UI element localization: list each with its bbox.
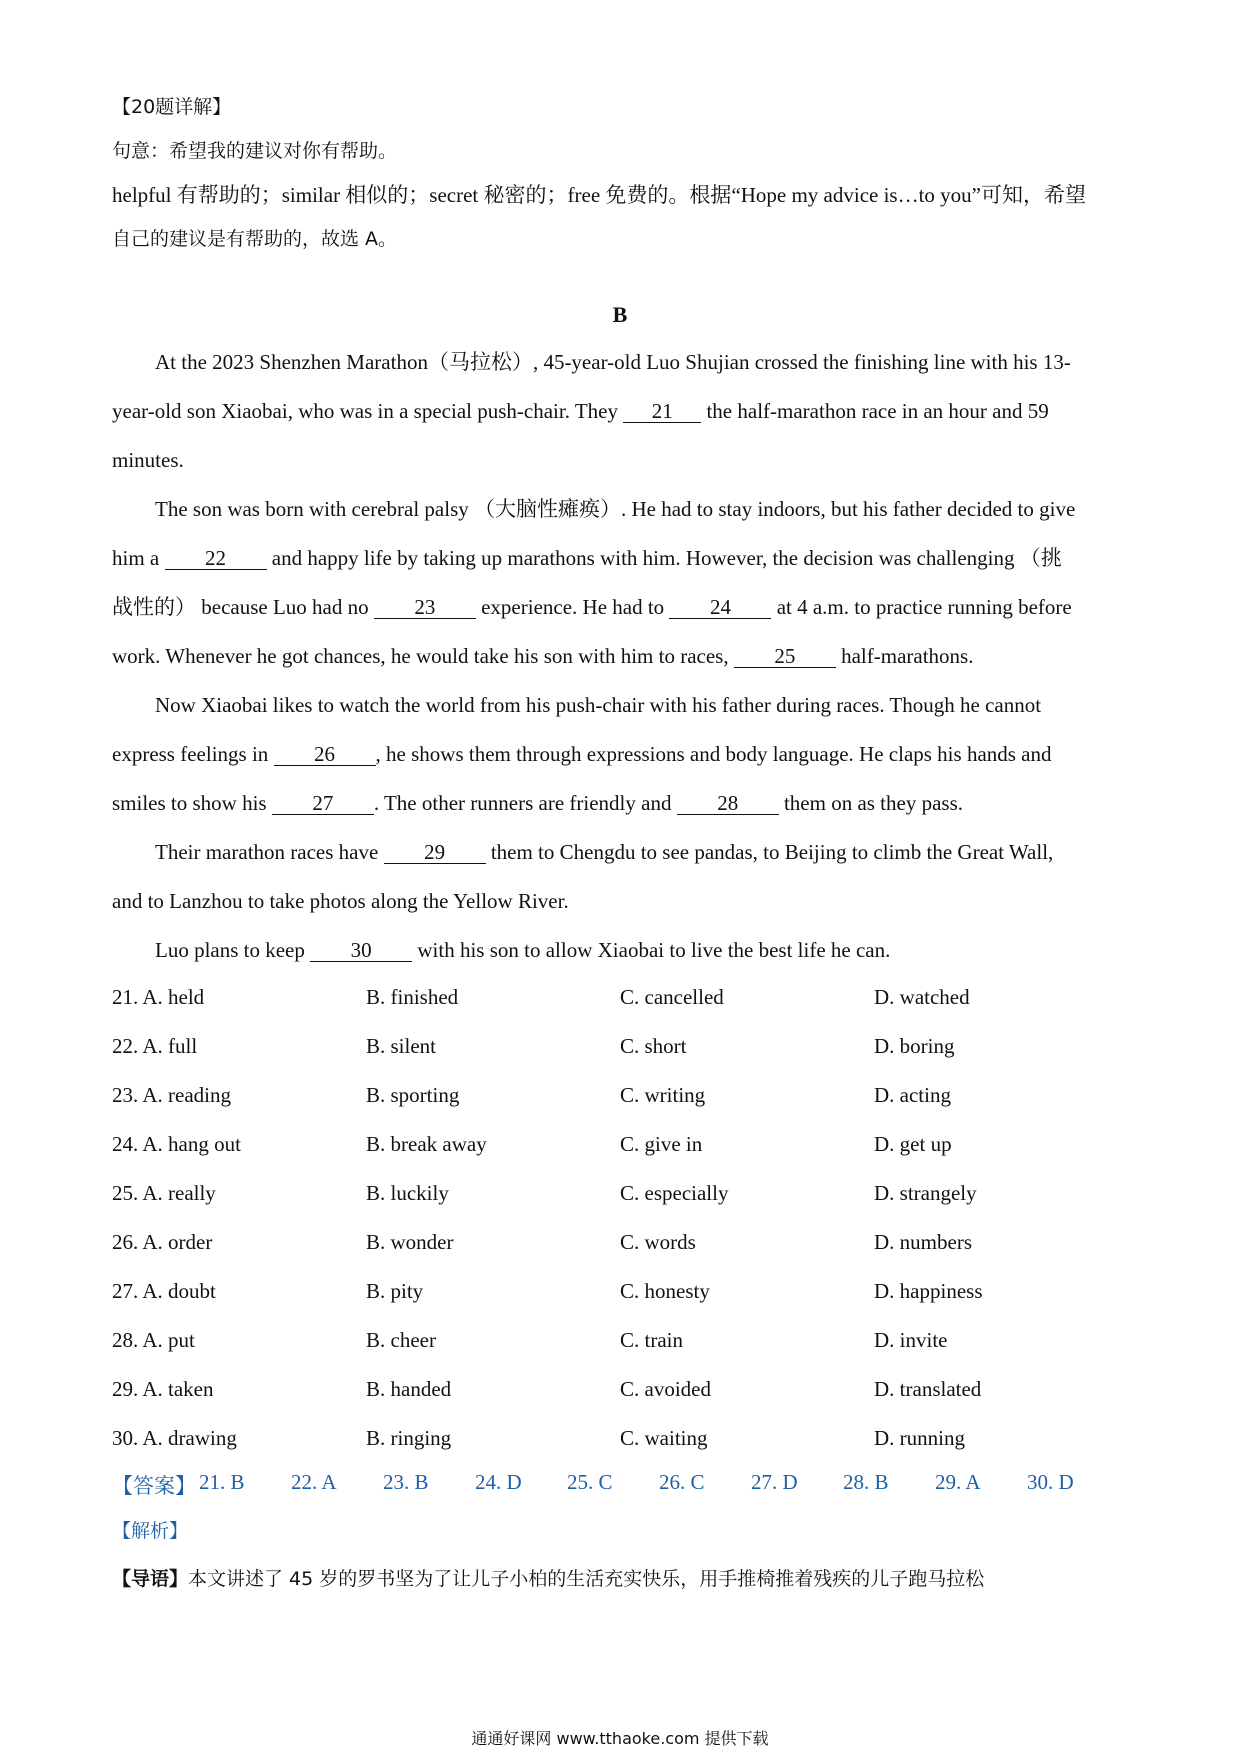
option-q21-a: 21. A. held	[112, 985, 205, 1009]
blank-28: 28	[677, 792, 779, 815]
passage-text: Their marathon races have	[155, 840, 379, 864]
blank-21: 21	[623, 400, 701, 423]
blank-30: 30	[310, 939, 412, 962]
option-q24-a: 24. A. hang out	[112, 1132, 241, 1156]
option-q29-d: D. translated	[874, 1377, 982, 1401]
answer-item: 24. D	[475, 1470, 522, 1494]
passage-text: year-old son Xiaobai, who was in a special push-chair. They	[112, 399, 618, 423]
option-q30-d: D. running	[874, 1426, 965, 1450]
option-q30-a: 30. A. drawing	[112, 1426, 237, 1450]
option-q22-a: 22. A. full	[112, 1034, 198, 1058]
passage-text: them on as they pass.	[783, 791, 964, 815]
option-q24-d: D. get up	[874, 1132, 952, 1156]
passage-text: express feelings in	[112, 742, 269, 766]
passage-text: half-marathons.	[841, 644, 974, 668]
option-q25-a: 25. A. really	[112, 1181, 216, 1205]
answer-item: 26. C	[659, 1470, 705, 1494]
option-q22-d: D. boring	[874, 1034, 955, 1058]
q20-meaning: 句意：希望我的建议对你有帮助。	[112, 140, 398, 162]
blank-25: 25	[734, 645, 836, 668]
passage-text: , he shows them through expressions and body language. He claps his hands and	[375, 742, 1052, 766]
passage-text: smiles to show his	[112, 791, 267, 815]
option-q23-b: B. sporting	[366, 1083, 460, 1107]
answer-item: 29. A	[935, 1470, 981, 1494]
option-q27-b: B. pity	[366, 1279, 424, 1303]
blank-27: 27	[272, 792, 374, 815]
option-q25-b: B. luckily	[366, 1181, 449, 1205]
answer-item: 25. C	[567, 1470, 613, 1494]
option-q26-a: 26. A. order	[112, 1230, 213, 1254]
passage-line: The son was born with cerebral palsy （大脑性瘫痪）. He had to stay indoors, but his father decided to give	[155, 497, 1076, 521]
passage-line	[112, 545, 1062, 571]
section-title: B	[612, 302, 628, 327]
answer-item: 22. A	[291, 1470, 337, 1494]
passage-text: Luo plans to keep	[155, 938, 305, 962]
option-q28-a: 28. A. put	[112, 1328, 195, 1352]
option-q28-d: D. invite	[874, 1328, 948, 1352]
answer-item: 27. D	[751, 1470, 798, 1494]
option-q29-b: B. handed	[366, 1377, 452, 1401]
passage-line	[112, 643, 973, 669]
blank-24: 24	[669, 596, 771, 619]
passage-line	[112, 741, 1052, 767]
q20-header: 【20题详解】	[112, 96, 232, 118]
passage-line: minutes.	[112, 448, 184, 472]
option-q22-c: C. short	[620, 1034, 687, 1058]
option-q22-b: B. silent	[366, 1034, 437, 1058]
blank-29: 29	[384, 841, 486, 864]
q20-explanation-line1: helpful 有帮助的；similar 相似的；secret 秘密的；free 免费的。根据“Hope my advice is…to you”可知，希望	[112, 183, 1086, 207]
q20-explanation-line2: 自己的建议是有帮助的，故选 A。	[112, 228, 398, 250]
option-q21-d: D. watched	[874, 985, 970, 1009]
guide-line	[112, 1566, 984, 1592]
passage-line	[112, 594, 1072, 620]
option-q24-b: B. break away	[366, 1132, 487, 1156]
answer-item: 23. B	[383, 1470, 429, 1494]
passage-line	[155, 937, 890, 963]
footer-text: 通通好课网 www.tthaoke.com 提供下载	[471, 1729, 769, 1748]
option-q30-c: C. waiting	[620, 1426, 708, 1450]
blank-26: 26	[274, 743, 376, 766]
passage-line: At the 2023 Shenzhen Marathon（马拉松）, 45-year-old Luo Shujian crossed the finishing line with his 13-	[155, 350, 1071, 374]
option-q26-c: C. words	[620, 1230, 696, 1254]
answer-label: 【答案】	[112, 1474, 196, 1498]
option-q27-a: 27. A. doubt	[112, 1279, 216, 1303]
passage-text: with his son to allow Xiaobai to live the best life he can.	[417, 938, 891, 962]
answer-item: 30. D	[1027, 1470, 1074, 1494]
answer-item: 28. B	[843, 1470, 889, 1494]
passage-text: the half-marathon race in an hour and 59	[706, 399, 1049, 423]
option-q30-b: B. ringing	[366, 1426, 452, 1450]
passage-text: and happy life by taking up marathons with him. However, the decision was challenging （挑	[271, 546, 1062, 570]
option-q28-b: B. cheer	[366, 1328, 436, 1352]
passage-line: and to Lanzhou to take photos along the Yellow River.	[112, 889, 569, 913]
passage-text: . The other runners are friendly and	[373, 791, 672, 815]
passage-text: them to Chengdu to see pandas, to Beijing to climb the Great Wall,	[490, 840, 1054, 864]
analysis-label: 【解析】	[112, 1520, 189, 1542]
blank-22: 22	[165, 547, 267, 570]
passage-text: experience. He had to	[481, 595, 665, 619]
passage-line: Now Xiaobai likes to watch the world from his push-chair with his father during races. Though he cannot	[155, 693, 1042, 717]
option-q26-d: D. numbers	[874, 1230, 972, 1254]
option-q29-c: C. avoided	[620, 1377, 711, 1401]
answer-item: 21. B	[199, 1470, 245, 1494]
option-q21-b: B. finished	[366, 985, 459, 1009]
option-q27-c: C. honesty	[620, 1279, 710, 1303]
option-q23-d: D. acting	[874, 1083, 951, 1107]
option-q23-c: C. writing	[620, 1083, 706, 1107]
option-q26-b: B. wonder	[366, 1230, 454, 1254]
option-q24-c: C. give in	[620, 1132, 703, 1156]
option-q29-a: 29. A. taken	[112, 1377, 214, 1401]
guide-label: 【导语】	[112, 1568, 189, 1590]
passage-line	[155, 839, 1053, 865]
option-q23-a: 23. A. reading	[112, 1083, 231, 1107]
option-q25-d: D. strangely	[874, 1181, 977, 1205]
passage-line	[112, 790, 963, 816]
blank-23: 23	[374, 596, 476, 619]
option-q28-c: C. train	[620, 1328, 683, 1352]
passage-line	[112, 398, 1049, 424]
guide-text: 本文讲述了 45 岁的罗书坚为了让儿子小柏的生活充实快乐，用手推椅推着残疾的儿子跑马拉松	[188, 1568, 985, 1590]
option-q27-d: D. happiness	[874, 1279, 983, 1303]
passage-text: him a	[112, 546, 160, 570]
passage-text: work. Whenever he got chances, he would take his son with him to races,	[112, 644, 729, 668]
option-q21-c: C. cancelled	[620, 985, 724, 1009]
option-q25-c: C. especially	[620, 1181, 729, 1205]
passage-text: 战性的） because Luo had no	[112, 595, 369, 619]
passage-text: at 4 a.m. to practice running before	[776, 595, 1072, 619]
